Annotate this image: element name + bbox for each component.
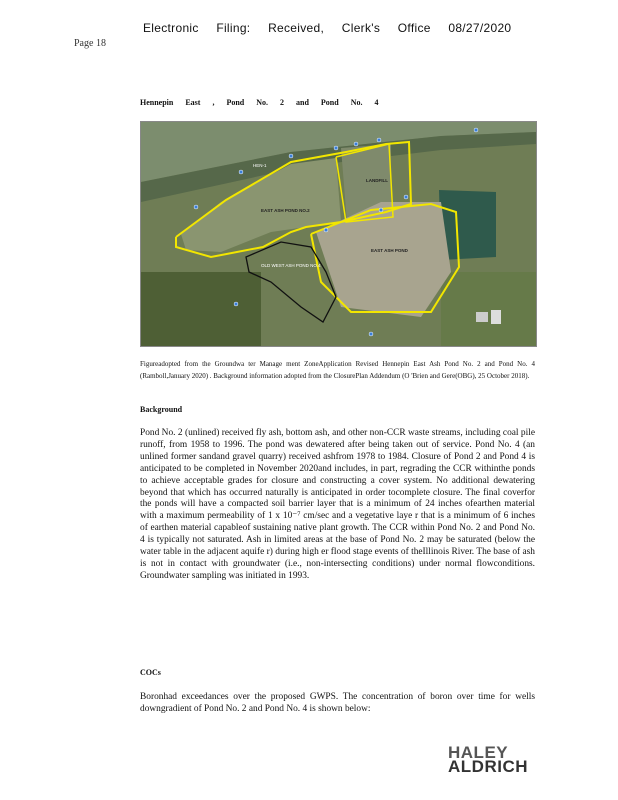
old-west-pond-label: OLD WEST ASH POND NO.4 [261,263,321,268]
cocs-heading: COCs [140,668,161,677]
pond2-label: EAST ASH POND NO.2 [261,208,310,213]
figure-caption: Figureadopted from the Groundwa ter Manage ment ZoneApplication Revised Hennepin East Ash Pond No. 2 and Pond No. 4 (Ramboll,January 2020) . Background information adopted from the ClosurePlan Addendum (O 'Brien and Gere(OBG), 25 October 2018). [140,360,535,380]
section-title: Hennepin East , Pond No. 2 and Pond No. 4 [140,98,379,107]
logo-line-1: HALEY [448,743,509,762]
background-heading: Background [140,405,183,414]
site-aerial-map [140,121,537,347]
hen-label: HEN-1 [253,163,267,168]
pond4-label: EAST ASH POND [371,248,408,253]
haley-aldrich-logo [448,743,528,776]
page-number: Page 18 [74,38,106,49]
landfill-label: LANDFILL [366,178,388,183]
background-paragraph: Pond No. 2 (unlined) received fly ash, bottom ash, and other non-CCR waste streams, including coal pile runoff, from 1958 to 1996. The pond was dewatered after being taken out of service. Pond No. 4 (an unlined former sandand gravel quarry) received ashfrom 1978 to 1984. Closure of Pond 2 and Pond 4 is anticipated to be completed in November 2020and includes, in part, regrading the CCR withinthe ponds to achieve acceptable grades for closure and constructing a cover system. No additional dewatering beyond that which has occurred naturally is anticipated in order tocomplete closure. The final coverfor the ponds will have a compacted soil barrier layer that is a minimum of 24 inches ofearthen material with a maximum permeability of 1 x 10⁻⁷ cm/sec and a vegetative laye r that is a minimum of 6 inches of earthen material capableof sustaining native plant growth. The CCR within Pond No. 2 and Pond No. 4 is typically not saturated. Ash in limited areas at the base of Pond No. 2 may be saturated (below the water table in the adjacent aquife r) during high er flood stage events of theIllinois River. The base of ash is not in contact with groundwater (i.e., non-intersecting conditions) under normal flowconditions. Groundwater sampling was initiated in 1993. [140,428,535,581]
filing-header: Electronic Filing: Received, Clerk's Office 08/27/2020 [143,21,512,35]
cocs-paragraph: Boronhad exceedances over the proposed GWPS. The concentration of boron over time for wells downgradient of Pond No. 2 and Pond No. 4 is shown below: [140,692,535,714]
logo-line-2: ALDRICH [448,757,528,776]
